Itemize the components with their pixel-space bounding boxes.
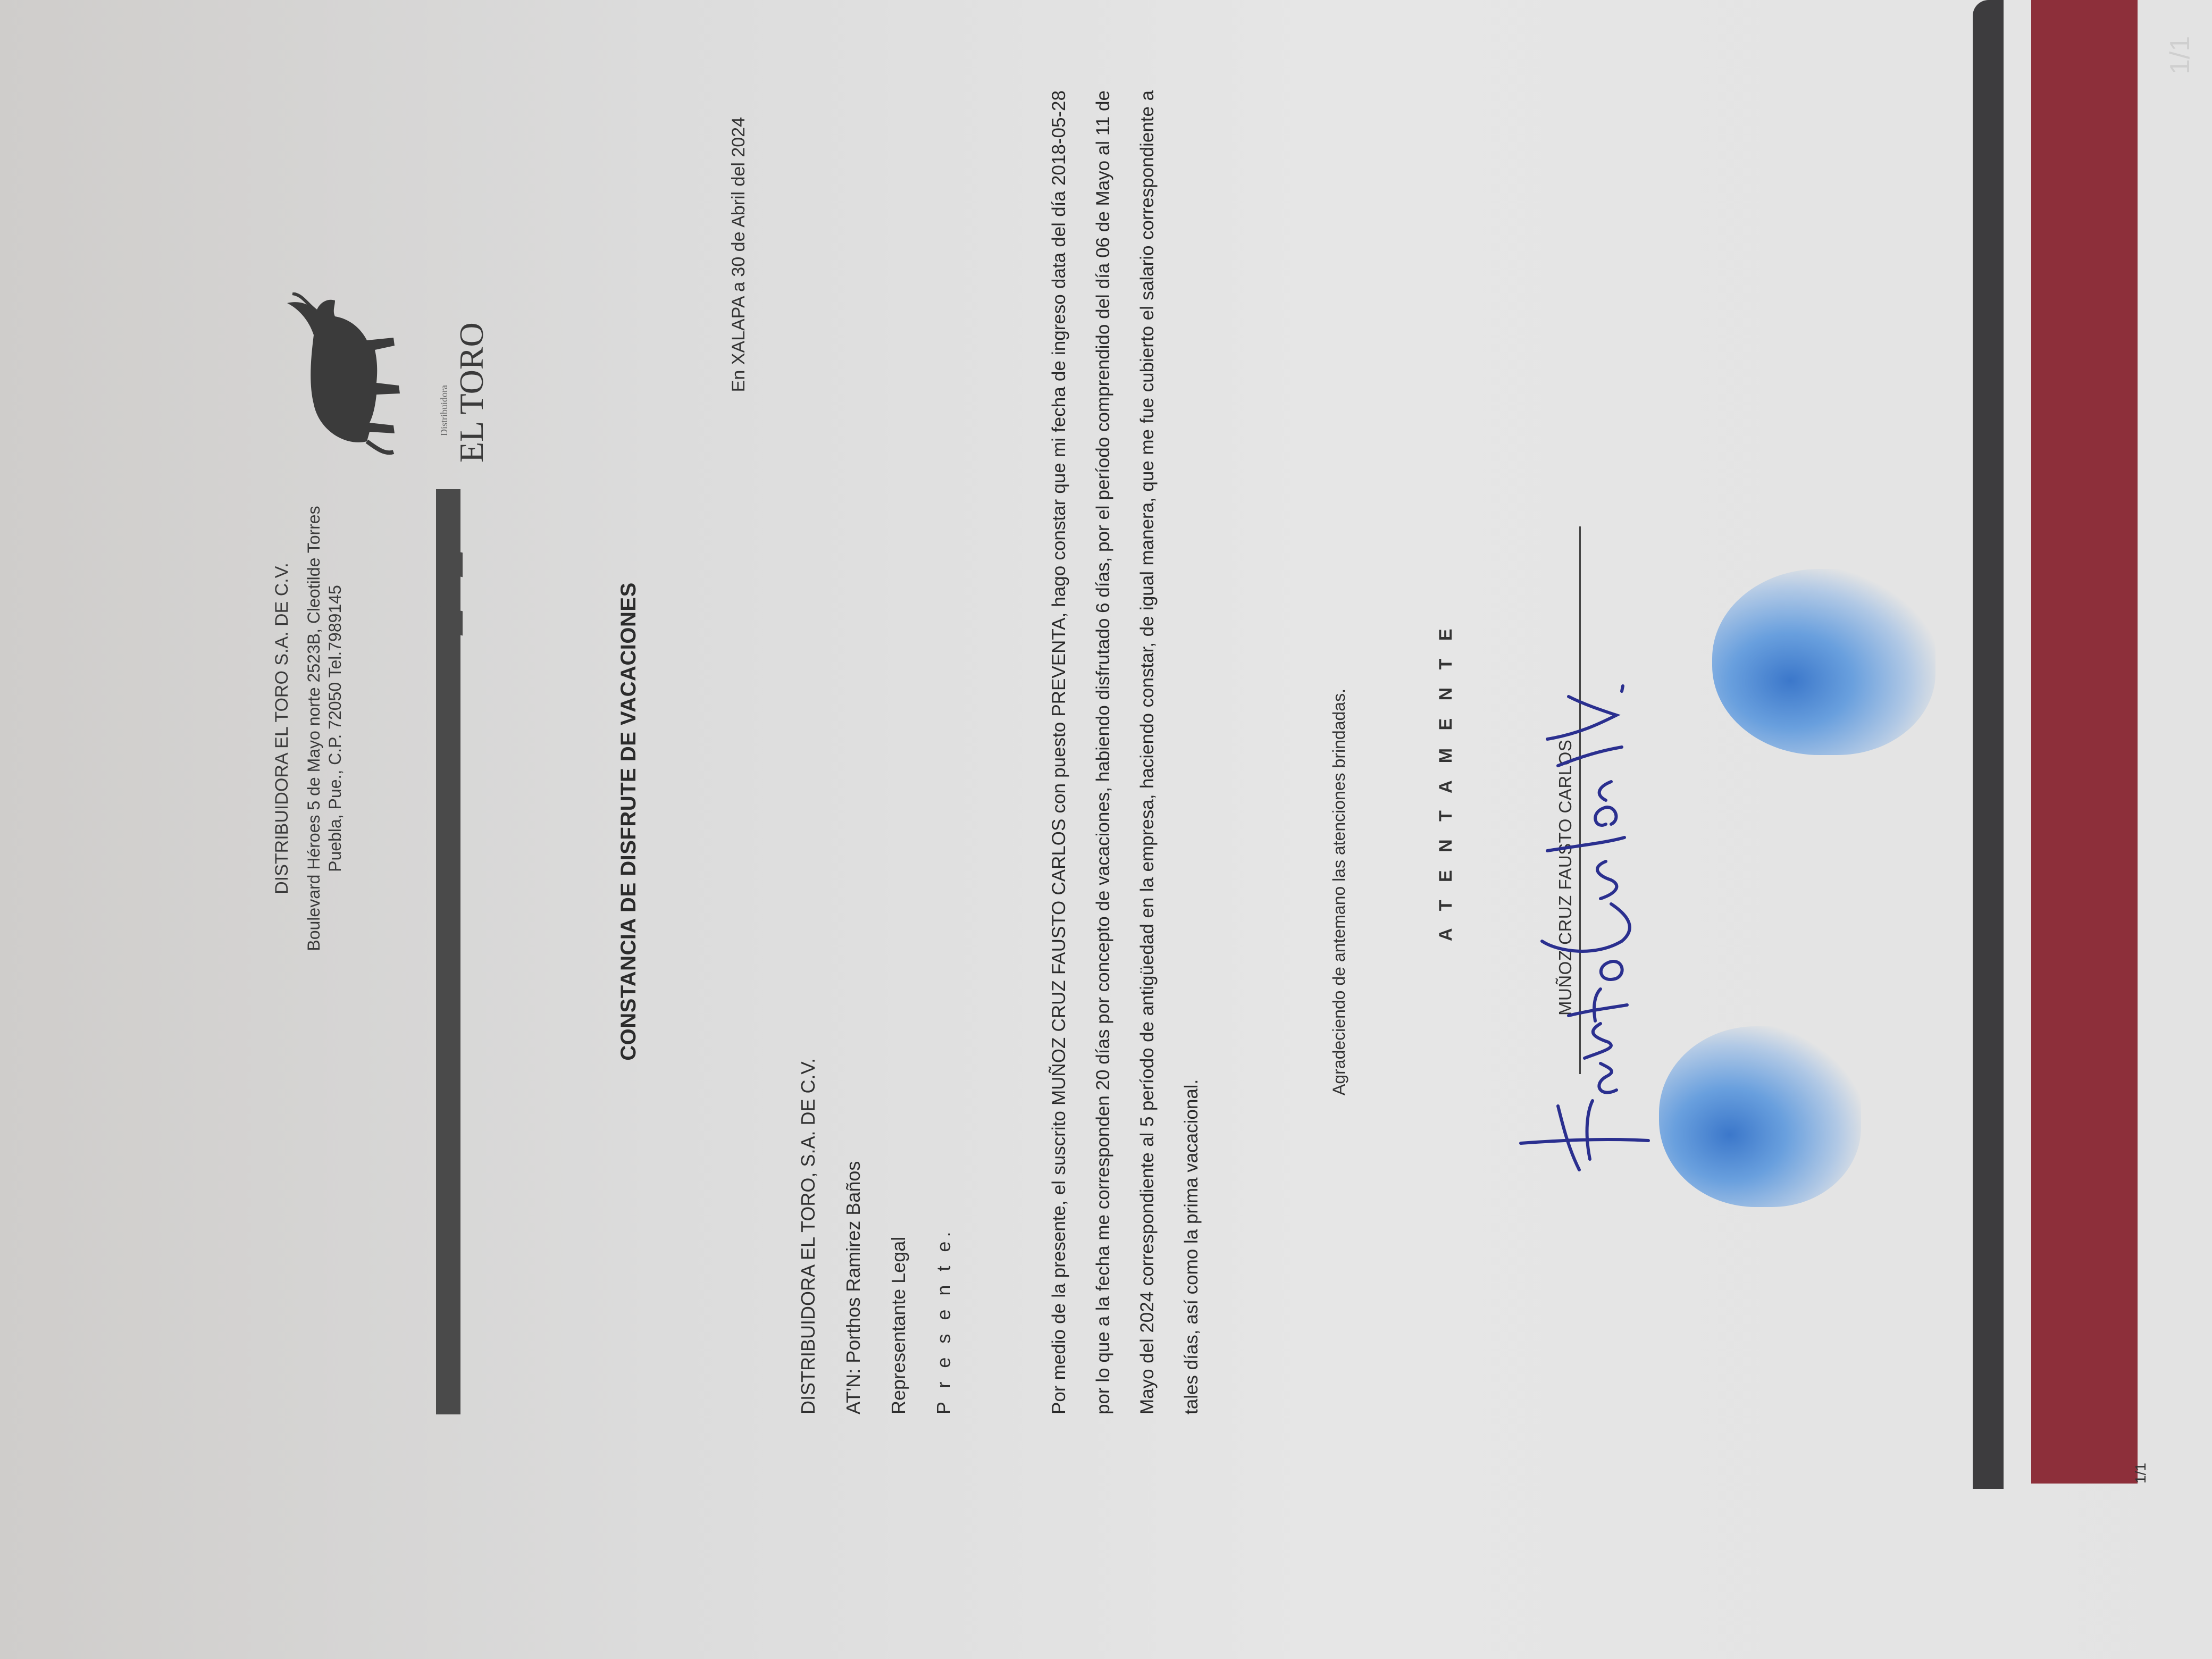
company-city-phone: Puebla, Pue., C.P. 72050 Tel.7989145: [325, 585, 345, 872]
body-paragraph: Por medio de la presente, el suscrito MUÑOZ CRUZ FAUSTO CARLOS con puesto PREVENTA, hago constar que mi fecha de ingreso data del día 2018-05-28 por lo que a la fecha me corresponden 20 días por concepto de vacaciones, habiendo disfrutado 6 días, por el período comprendido del día 06 de Mayo al 11 de Mayo del 2024 correspondiente al 5 período de antigüedad en la empresa, haciendo constar, de igual manera, que me fue cubierto el salario correspondiente a tales días, así como la prima vacacional.: [1049, 90, 1202, 1414]
logo-subtext: Distribuidora: [439, 385, 449, 436]
company-name: DISTRIBUIDORA EL TORO S.A. DE C.V.: [272, 563, 292, 894]
addressee-present: P r e s e n t e.: [933, 1227, 954, 1414]
thanks-line: Agradeciendo de antemano las atenciones brindadas.: [1329, 689, 1348, 1095]
fingerprint-left: [1659, 1026, 1861, 1207]
company-address: Boulevard Héroes 5 de Mayo norte 2523B, Cleotilde Torres: [304, 506, 323, 951]
date-line: En XALAPA a 30 de Abril del 2024: [728, 117, 749, 392]
page-number: 1/1: [2132, 1463, 2149, 1484]
signer-name: MUÑOZ CRUZ FAUSTO CARLOS: [1555, 739, 1575, 1016]
addressee-attention: AT'N: Porthos Ramirez Baños: [842, 1161, 864, 1414]
handwritten-signature: [1478, 659, 1670, 1191]
addressee-role: Representante Legal: [887, 1236, 909, 1414]
footer-bar-gray: [1973, 0, 2004, 1489]
page-number-bleedthrough: 1/1: [2165, 36, 2196, 74]
document-title: CONSTANCIA DE DISFRUTE DE VACACIONES: [617, 582, 640, 1061]
company-logo: [250, 287, 505, 473]
fingerprint-right: [1712, 569, 1936, 755]
logo-wordmark: EL TORO: [453, 322, 490, 463]
closing-line: A T E N T A M E N T E: [1436, 622, 1456, 941]
addressee-company: DISTRIBUIDORA EL TORO, S.A. DE C.V.: [797, 1058, 819, 1414]
footer-bar-maroon: [2031, 0, 2138, 1484]
bull-silhouette-icon: [255, 292, 431, 463]
